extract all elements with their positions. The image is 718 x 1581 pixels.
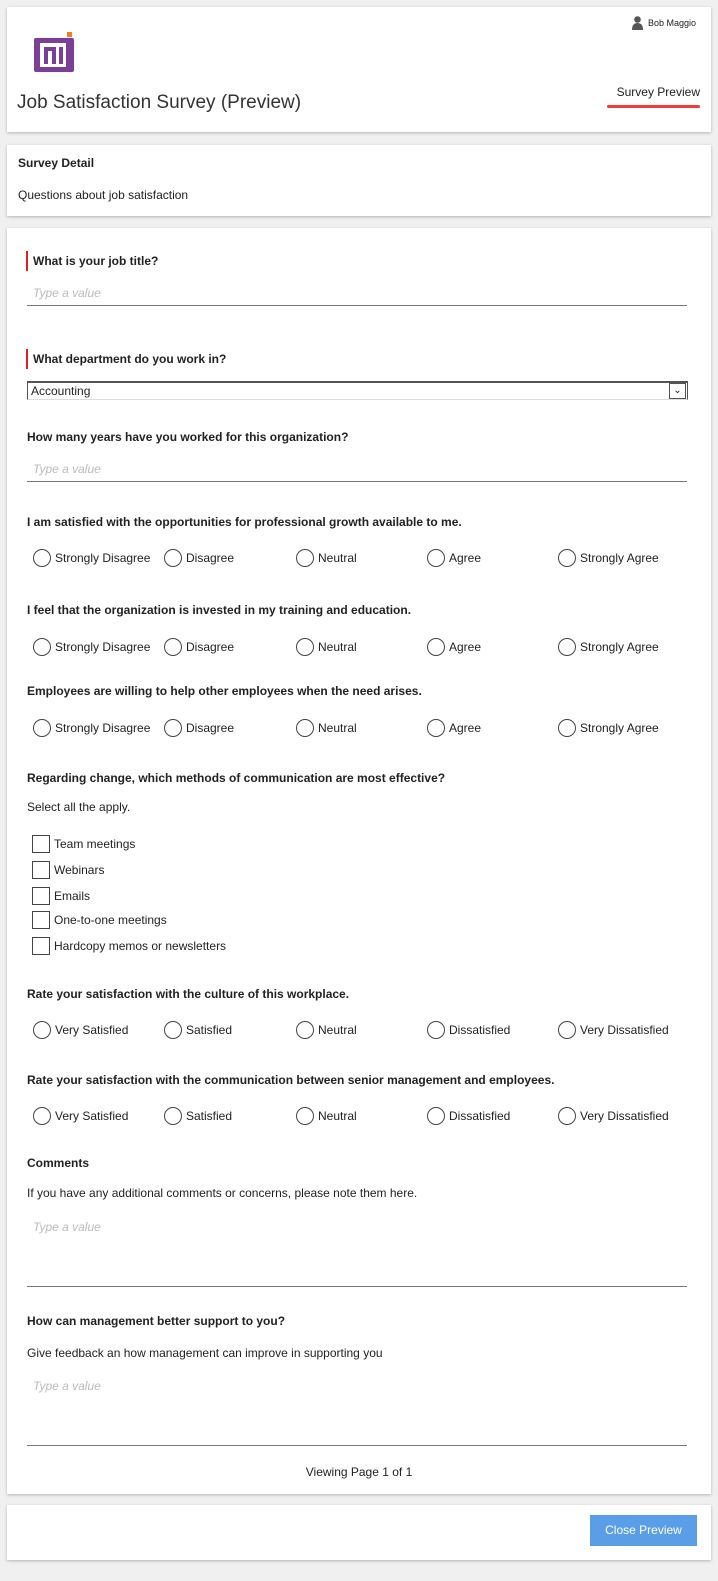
question-culture-label: Rate your satisfaction with the culture of this workplace.: [27, 987, 350, 1001]
department-select[interactable]: [27, 381, 688, 400]
close-preview-button[interactable]: Close Preview: [590, 1515, 697, 1546]
radio-circle-icon: [558, 549, 576, 567]
radio-circle-icon: [164, 549, 182, 567]
checkbox-box-icon: [32, 911, 50, 929]
chevron-down-icon[interactable]: ⌄: [669, 383, 686, 399]
tab-underline: [607, 105, 700, 108]
radio-management-comm-option[interactable]: [33, 1106, 128, 1126]
radio-circle-icon: [296, 1021, 314, 1039]
checkbox-label: One-to-one meetings: [54, 913, 167, 927]
radio-label: Agree: [449, 640, 482, 654]
question-growth-label: I am satisfied with the opportunities for professional growth available to me.: [27, 515, 462, 529]
radio-growth-option[interactable]: [558, 548, 659, 568]
radio-label: Agree: [449, 551, 482, 565]
radio-circle-icon: [296, 719, 314, 737]
radio-circle-icon: [558, 719, 576, 737]
user-icon: [632, 16, 643, 30]
radio-circle-icon: [33, 719, 51, 737]
radio-label: Satisfied: [186, 1023, 233, 1037]
radio-management-comm-option[interactable]: [164, 1106, 232, 1126]
radio-label: Very Dissatisfied: [580, 1109, 669, 1123]
job-title-input-underline: [27, 305, 687, 306]
checkbox-communication-option[interactable]: [32, 861, 104, 879]
checkbox-label: Team meetings: [54, 837, 136, 851]
tab-label: Survey Preview: [616, 85, 700, 99]
radio-help-option[interactable]: [296, 718, 357, 738]
checkbox-label: Hardcopy memos or newsletters: [54, 939, 227, 953]
checkbox-communication-option[interactable]: [32, 835, 135, 853]
radio-label: Disagree: [186, 551, 235, 565]
radio-circle-icon: [558, 1107, 576, 1125]
radio-training-option[interactable]: [427, 637, 481, 657]
checkbox-box-icon: [32, 861, 50, 879]
support-textarea[interactable]: Type a value: [33, 1379, 101, 1393]
radio-training-option[interactable]: [558, 637, 659, 657]
communication-description: Select all the apply.: [27, 800, 131, 814]
radio-label: Satisfied: [186, 1109, 233, 1123]
radio-help-option[interactable]: [427, 718, 481, 738]
radio-circle-icon: [164, 719, 182, 737]
radio-training-option[interactable]: [33, 637, 150, 657]
question-department-label: What department do you work in?: [26, 349, 226, 369]
radio-growth-option[interactable]: [33, 548, 150, 568]
questions-card: [7, 228, 711, 1494]
pagination-text: Viewing Page 1 of 1: [305, 1465, 413, 1479]
checkbox-communication-option[interactable]: [32, 937, 226, 955]
radio-circle-icon: [296, 638, 314, 656]
radio-label: Neutral: [318, 1023, 357, 1037]
radio-label: Very Satisfied: [55, 1109, 129, 1123]
radio-label: Neutral: [318, 640, 357, 654]
radio-circle-icon: [558, 638, 576, 656]
logo-icon: [34, 30, 76, 74]
question-training-label: I feel that the organization is invested in my training and education.: [27, 603, 412, 617]
radio-label: Strongly Agree: [580, 551, 659, 565]
radio-circle-icon: [427, 638, 445, 656]
radio-circle-icon: [427, 549, 445, 567]
user-menu[interactable]: [632, 16, 696, 30]
footer-card: [7, 1505, 711, 1560]
checkbox-label: Emails: [54, 889, 91, 903]
question-comments-label: Comments: [27, 1156, 90, 1170]
radio-culture-option[interactable]: [164, 1020, 232, 1040]
survey-detail-card: [7, 145, 711, 216]
comments-underline: [27, 1286, 687, 1287]
radio-training-option[interactable]: [296, 637, 357, 657]
radio-management-comm-option[interactable]: [296, 1106, 357, 1126]
radio-circle-icon: [33, 638, 51, 656]
radio-growth-option[interactable]: [164, 548, 234, 568]
question-years-label: How many years have you worked for this organization?: [27, 430, 349, 444]
question-help-label: Employees are willing to help other employees when the need arises.: [27, 684, 422, 698]
radio-circle-icon: [427, 1021, 445, 1039]
support-description: Give feedback an how management can improve in supporting you: [27, 1346, 383, 1360]
radio-culture-option[interactable]: [558, 1020, 669, 1040]
radio-culture-option[interactable]: [33, 1020, 128, 1040]
radio-circle-icon: [558, 1021, 576, 1039]
radio-culture-option[interactable]: [296, 1020, 357, 1040]
radio-label: Dissatisfied: [449, 1109, 511, 1123]
radio-circle-icon: [164, 1107, 182, 1125]
years-input[interactable]: Type a value: [33, 462, 101, 476]
radio-label: Neutral: [318, 551, 357, 565]
detail-description: Questions about job satisfaction: [18, 188, 189, 202]
detail-heading: Survey Detail: [18, 156, 95, 170]
radio-help-option[interactable]: [558, 718, 659, 738]
radio-label: Neutral: [318, 721, 357, 735]
tab-survey-preview[interactable]: [607, 83, 700, 108]
checkbox-communication-option[interactable]: [32, 911, 167, 929]
question-management-comm-label: Rate your satisfaction with the communication between senior management and employees.: [27, 1073, 555, 1087]
department-selected-value: Accounting: [31, 384, 91, 398]
radio-label: Disagree: [186, 721, 235, 735]
comments-description: If you have any additional comments or concerns, please note them here.: [27, 1186, 418, 1200]
radio-growth-option[interactable]: [296, 548, 357, 568]
radio-label: Very Satisfied: [55, 1023, 129, 1037]
question-communication-label: Regarding change, which methods of communication are most effective?: [27, 771, 446, 785]
radio-circle-icon: [33, 1107, 51, 1125]
checkbox-box-icon: [32, 835, 50, 853]
radio-circle-icon: [33, 549, 51, 567]
comments-textarea[interactable]: Type a value: [33, 1220, 101, 1234]
years-input-underline: [27, 481, 687, 482]
user-name: Bob Maggio: [648, 18, 697, 28]
support-underline: [27, 1445, 687, 1446]
radio-circle-icon: [33, 1021, 51, 1039]
radio-label: Neutral: [318, 1109, 357, 1123]
radio-circle-icon: [164, 1021, 182, 1039]
header-card: [7, 7, 711, 132]
radio-circle-icon: [427, 1107, 445, 1125]
checkbox-box-icon: [32, 937, 50, 955]
checkbox-box-icon: [32, 887, 50, 905]
radio-culture-option[interactable]: [427, 1020, 510, 1040]
radio-label: Strongly Agree: [580, 640, 659, 654]
radio-label: Strongly Disagree: [55, 640, 151, 654]
radio-circle-icon: [296, 549, 314, 567]
radio-label: Strongly Disagree: [55, 721, 151, 735]
radio-help-option[interactable]: [164, 718, 234, 738]
page-title: Job Satisfaction Survey (Preview): [17, 92, 302, 113]
question-job-title-label: What is your job title?: [26, 251, 158, 271]
checkbox-label: Webinars: [54, 863, 105, 877]
radio-circle-icon: [164, 638, 182, 656]
radio-label: Dissatisfied: [449, 1023, 511, 1037]
radio-label: Disagree: [186, 640, 235, 654]
radio-label: Strongly Agree: [580, 721, 659, 735]
radio-growth-option[interactable]: [427, 548, 481, 568]
radio-label: Agree: [449, 721, 482, 735]
radio-label: Strongly Disagree: [55, 551, 151, 565]
checkbox-communication-option[interactable]: [32, 887, 90, 905]
radio-training-option[interactable]: [164, 637, 234, 657]
question-support-label: How can management better support to you?: [27, 1314, 286, 1328]
radio-circle-icon: [427, 719, 445, 737]
job-title-input[interactable]: Type a value: [33, 286, 101, 300]
radio-circle-icon: [296, 1107, 314, 1125]
radio-management-comm-option[interactable]: [427, 1106, 510, 1126]
radio-help-option[interactable]: [33, 718, 150, 738]
radio-management-comm-option[interactable]: [558, 1106, 669, 1126]
radio-label: Very Dissatisfied: [580, 1023, 669, 1037]
